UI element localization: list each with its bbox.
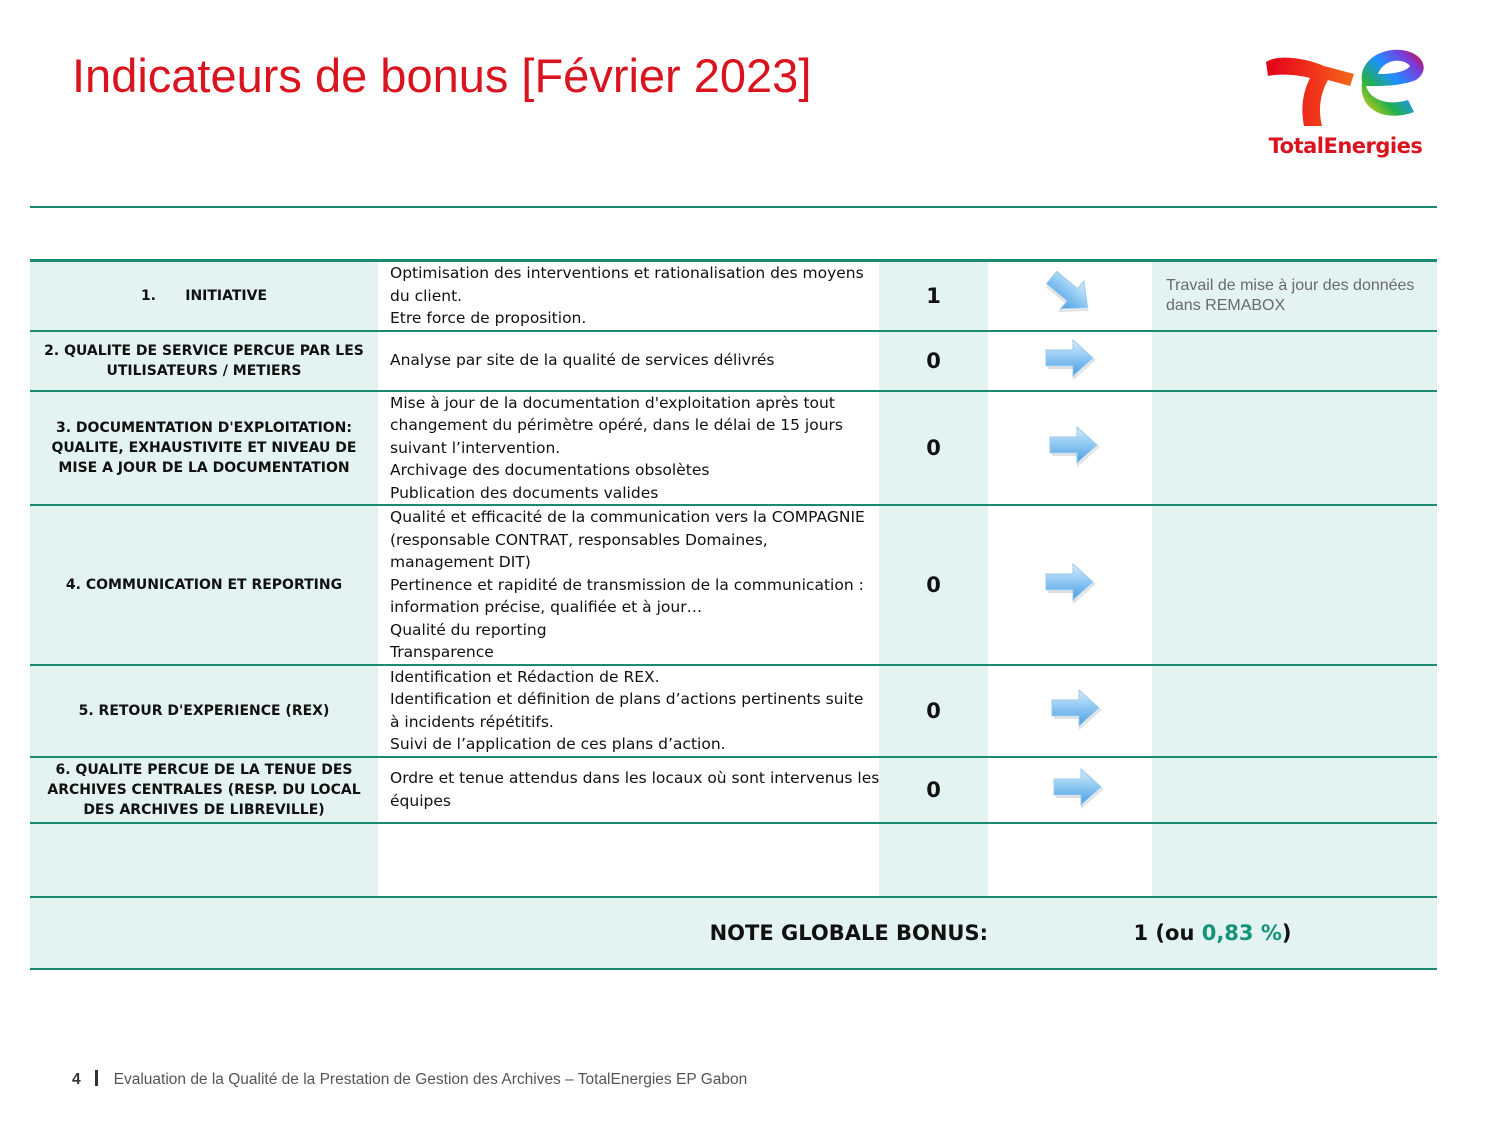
indicator-description xyxy=(378,331,879,391)
footer-separator xyxy=(95,1070,98,1086)
arrow-right-icon xyxy=(1043,559,1097,605)
indicator-trend xyxy=(988,391,1152,506)
arrow-right-icon xyxy=(1043,335,1097,381)
indicator-name xyxy=(30,331,378,391)
indicator-trend xyxy=(988,331,1152,391)
indicator-trend xyxy=(988,505,1152,665)
description-line: équipes xyxy=(390,791,451,810)
indicator-score: 0 xyxy=(879,331,988,391)
description-line: Identification et Rédaction de REX. xyxy=(390,667,660,686)
description-line: Transparence xyxy=(390,643,494,661)
description-line: changement du périmètre opéré, dans le délai de 15 jours xyxy=(390,416,843,434)
arrow-down-right-icon xyxy=(1043,270,1097,316)
indicator-comment xyxy=(1152,505,1437,665)
description-line: management DIT) xyxy=(390,553,531,571)
totalenergies-logo xyxy=(1258,40,1433,170)
indicator-description xyxy=(378,391,879,506)
page-number: 4 xyxy=(72,1071,81,1088)
logo-wordmark: TotalEnergies xyxy=(1268,134,1423,158)
indicator-score: 1 xyxy=(879,261,988,331)
indicator-name-text: 6. QUALITE PERCUE DE LA TENUE DES ARCHIVES CENTRALES (RESP. DU LOCAL DES ARCHIVES DE LIBREVILLE) xyxy=(47,761,366,818)
bonus-indicators-table xyxy=(30,259,1437,970)
header-divider xyxy=(30,206,1437,208)
indicator-name xyxy=(30,505,378,665)
arrow-right-icon xyxy=(1047,422,1101,468)
indicator-name xyxy=(30,757,378,823)
description-line: Ordre et tenue attendus dans les locaux où sont intervenus les xyxy=(390,769,880,787)
page-footer xyxy=(72,1070,747,1089)
indicator-trend xyxy=(988,757,1152,823)
description-line: Analyse par site de la qualité de services délivrés xyxy=(390,351,775,370)
empty-comment-cell xyxy=(1152,823,1437,897)
description-line: Etre force de proposition. xyxy=(390,309,587,327)
arrow-right-icon xyxy=(1051,764,1105,810)
description-line: suivant l’intervention. xyxy=(390,438,561,457)
description-line: information précise, qualifiée et à jour… xyxy=(390,598,703,616)
total-suffix: ) xyxy=(1281,920,1292,945)
description-line: (responsable CONTRAT, responsables Domaines, xyxy=(390,530,768,549)
indicator-name xyxy=(30,391,378,506)
indicator-trend xyxy=(988,665,1152,757)
description-line: Pertinence et rapidité de transmission de la communication : xyxy=(390,575,864,594)
indicator-comment xyxy=(1152,391,1437,506)
totalenergies-logo-icon xyxy=(1258,40,1433,140)
indicator-name-text: 2. QUALITE DE SERVICE PERCUE PAR LES UTILISATEURS / METIERS xyxy=(44,342,369,379)
indicator-name xyxy=(30,261,378,331)
table-row xyxy=(30,665,1437,757)
description-line: Qualité et efficacité de la communication vers la COMPAGNIE xyxy=(390,508,865,526)
description-line: Mise à jour de la documentation d'exploitation après tout xyxy=(390,393,835,412)
indicator-description xyxy=(378,757,879,823)
description-line: Identification et définition de plans d’actions pertinents suite xyxy=(390,690,864,708)
description-line: Archivage des documentations obsolètes xyxy=(390,461,710,479)
description-line: Optimisation des interventions et rationalisation des moyens xyxy=(390,264,864,282)
indicator-description xyxy=(378,261,879,331)
empty-score-cell xyxy=(879,823,988,897)
indicator-comment xyxy=(1152,757,1437,823)
indicator-comment xyxy=(1152,331,1437,391)
empty-name-cell xyxy=(30,823,378,897)
indicator-score: 0 xyxy=(879,391,988,506)
total-value xyxy=(988,897,1437,969)
empty-desc-cell xyxy=(378,823,879,897)
table-row xyxy=(30,261,1437,331)
indicator-name-text: 5. RETOUR D'EXPERIENCE (REX) xyxy=(78,702,330,719)
total-score: 1 (ou xyxy=(1133,920,1202,945)
description-line: Suivi de l’application de ces plans d’action. xyxy=(390,735,726,753)
indicator-description xyxy=(378,505,879,665)
indicator-name-text: 1. INITIATIVE xyxy=(140,287,268,304)
total-percent: 0,83 % xyxy=(1201,920,1282,945)
total-row xyxy=(30,897,1437,969)
table-row xyxy=(30,391,1437,506)
table-row-empty xyxy=(30,823,1437,897)
indicator-name-text: 3. DOCUMENTATION D'EXPLOITATION: QUALITE, EXHAUSTIVITE ET NIVEAU DE MISE A JOUR DE LA DOCUMENTATION xyxy=(51,419,362,476)
table-row xyxy=(30,757,1437,823)
arrow-right-icon xyxy=(1049,685,1103,731)
table-row xyxy=(30,505,1437,665)
indicator-score: 0 xyxy=(879,665,988,757)
indicator-description xyxy=(378,665,879,757)
indicator-comment: Travail de mise à jour des données dans REMABOX xyxy=(1152,261,1437,331)
indicator-comment xyxy=(1152,665,1437,757)
indicator-score: 0 xyxy=(879,505,988,665)
indicator-name xyxy=(30,665,378,757)
description-line: Qualité du reporting xyxy=(390,620,547,639)
description-line: du client. xyxy=(390,286,463,305)
footer-text: Evaluation de la Qualité de la Prestation de Gestion des Archives – TotalEnergies EP Gabon xyxy=(113,1071,748,1088)
indicator-trend xyxy=(988,261,1152,331)
empty-trend-cell xyxy=(988,823,1152,897)
table-row xyxy=(30,331,1437,391)
description-line: à incidents répétitifs. xyxy=(390,712,554,731)
indicator-score: 0 xyxy=(879,757,988,823)
page-title: Indicateurs de bonus [Février 2023] xyxy=(72,49,812,102)
indicator-name-text: 4. COMMUNICATION ET REPORTING xyxy=(65,576,343,593)
total-label: NOTE GLOBALE BONUS: xyxy=(30,897,988,969)
description-line: Publication des documents valides xyxy=(390,483,659,502)
